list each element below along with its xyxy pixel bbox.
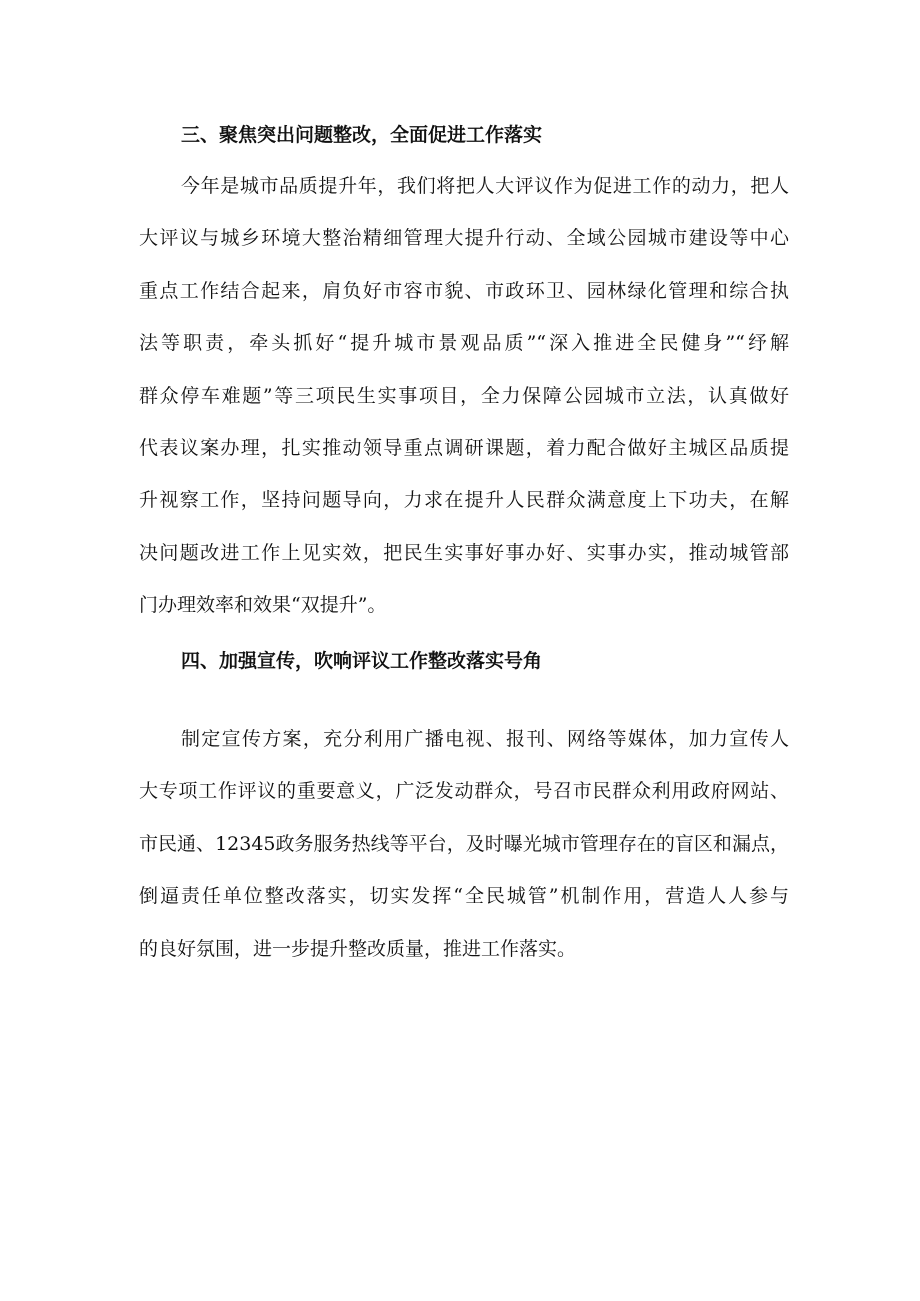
paragraph-line: 法等职责，牵头抓好“提升城市景观品质”“深入推进全民健身”“纾解 bbox=[139, 332, 789, 355]
section-3-paragraph bbox=[139, 160, 789, 632]
paragraph-line: 的良好氛围，进一步提升整改质量，推进工作落实。 bbox=[139, 937, 577, 960]
section-4-heading: 四、加强宣传，吹响评议工作整改落实号角 bbox=[181, 650, 543, 672]
paragraph-line: 代表议案办理，扎实推动领导重点调研课题，着力配合做好主城区品质提 bbox=[139, 436, 789, 459]
paragraph-line: 决问题改进工作上见实效，把民生实事好事办好、实事办实，推动城管部 bbox=[139, 541, 789, 564]
paragraph-line: 市民通、12345政务服务热线等平台，及时曝光城市管理存在的盲区和漏点， bbox=[139, 832, 789, 855]
paragraph-line: 今年是城市品质提升年，我们将把人大评议作为促进工作的动力，把人 bbox=[181, 175, 789, 197]
paragraph-line: 群众停车难题”等三项民生实事项目，全力保障公园城市立法，认真做好 bbox=[139, 384, 789, 407]
paragraph-line: 升视察工作，坚持问题导向，力求在提升人民群众满意度上下功夫，在解 bbox=[139, 489, 789, 512]
section-3-heading: 三、聚焦突出问题整改，全面促进工作落实 bbox=[181, 124, 543, 146]
paragraph-line: 重点工作结合起来，肩负好市容市貌、市政环卫、园林绿化管理和综合执 bbox=[139, 279, 789, 302]
section-4-paragraph bbox=[139, 713, 789, 975]
paragraph-line: 制定宣传方案，充分利用广播电视、报刊、网络等媒体，加力宣传人 bbox=[181, 728, 789, 750]
paragraph-line: 门办理效率和效果“双提升”。 bbox=[139, 594, 387, 617]
paragraph-line: 倒逼责任单位整改落实，切实发挥“全民城管”机制作用，营造人人参与 bbox=[139, 885, 789, 908]
paragraph-line: 大专项工作评议的重要意义，广泛发动群众，号召市民群众利用政府网站、 bbox=[139, 780, 789, 803]
paragraph-line: 大评议与城乡环境大整治精细管理大提升行动、全域公园城市建设等中心 bbox=[139, 227, 789, 250]
